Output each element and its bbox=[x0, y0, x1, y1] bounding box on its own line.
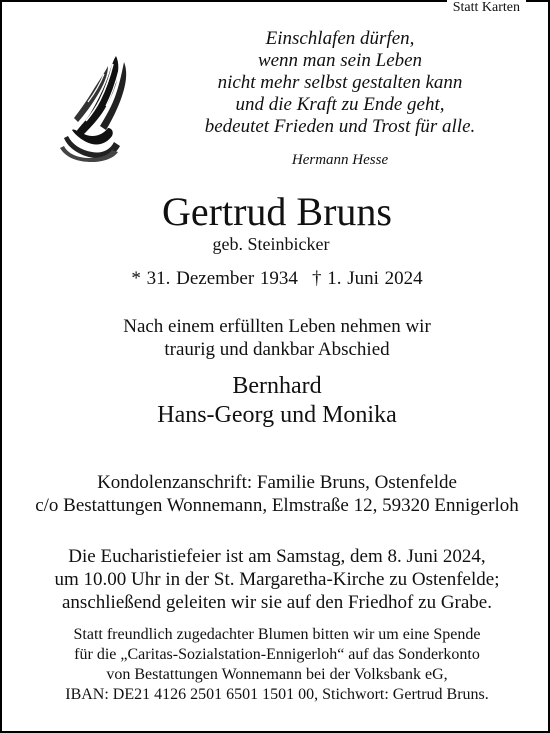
farewell-line: Nach einem erfüllten Leben nehmen wir bbox=[123, 316, 431, 337]
death-date: † 1. Juni 2024 bbox=[311, 268, 423, 289]
poem-line: und die Kraft zu Ende geht, bbox=[235, 94, 445, 115]
praying-hands-icon bbox=[58, 52, 140, 164]
service-line: um 10.00 Uhr in der St. Margaretha-Kirche zu Ostenfelde; bbox=[54, 569, 500, 590]
deceased-name: Gertrud Bruns bbox=[162, 189, 392, 234]
farewell-text bbox=[2, 315, 550, 361]
birth-date: * 31. Dezember 1934 bbox=[131, 268, 298, 289]
family-names bbox=[2, 372, 550, 430]
donation-line: für die „Caritas-Sozialstation-Ennigerloh“ auf das Sonderkonto bbox=[74, 646, 480, 663]
donation-info bbox=[2, 625, 550, 705]
address-line: Kondolenzanschrift: Familie Bruns, Ostenfelde bbox=[97, 472, 457, 493]
statt-karten-label: Statt Karten bbox=[447, 0, 526, 17]
service-line: Die Eucharistiefeier ist am Samstag, dem 8. Juni 2024, bbox=[68, 546, 486, 567]
farewell-line: traurig und dankbar Abschied bbox=[164, 339, 390, 360]
donation-line: von Bestattungen Wonnemann bei der Volksbank eG, bbox=[106, 666, 448, 683]
poem-line: wenn man sein Leben bbox=[257, 50, 423, 71]
donation-line: IBAN: DE21 4126 2501 6501 1501 00, Stichwort: Gertrud Bruns. bbox=[65, 686, 489, 703]
family-member: Bernhard bbox=[232, 373, 322, 399]
address-line: c/o Bestattungen Wonnemann, Elmstraße 12, 59320 Ennigerloh bbox=[35, 495, 519, 516]
condolence-address bbox=[2, 471, 550, 517]
service-line: anschließend geleiten wir sie auf den Friedhof zu Grabe. bbox=[62, 592, 492, 613]
family-member: Hans-Georg und Monika bbox=[157, 402, 397, 428]
poem-line: Einschlafen dürfen, bbox=[265, 28, 415, 49]
donation-line: Statt freundlich zugedachter Blumen bitten wir um eine Spende bbox=[73, 626, 481, 643]
life-dates bbox=[2, 268, 550, 290]
poem bbox=[170, 28, 510, 138]
birth-name: geb. Steinbicker bbox=[212, 234, 330, 254]
poem-line: nicht mehr selbst gestalten kann bbox=[217, 72, 463, 93]
service-info bbox=[2, 545, 550, 614]
poem-line: bedeutet Frieden und Trost für alle. bbox=[204, 116, 476, 137]
poem-author: Hermann Hesse bbox=[291, 152, 389, 168]
